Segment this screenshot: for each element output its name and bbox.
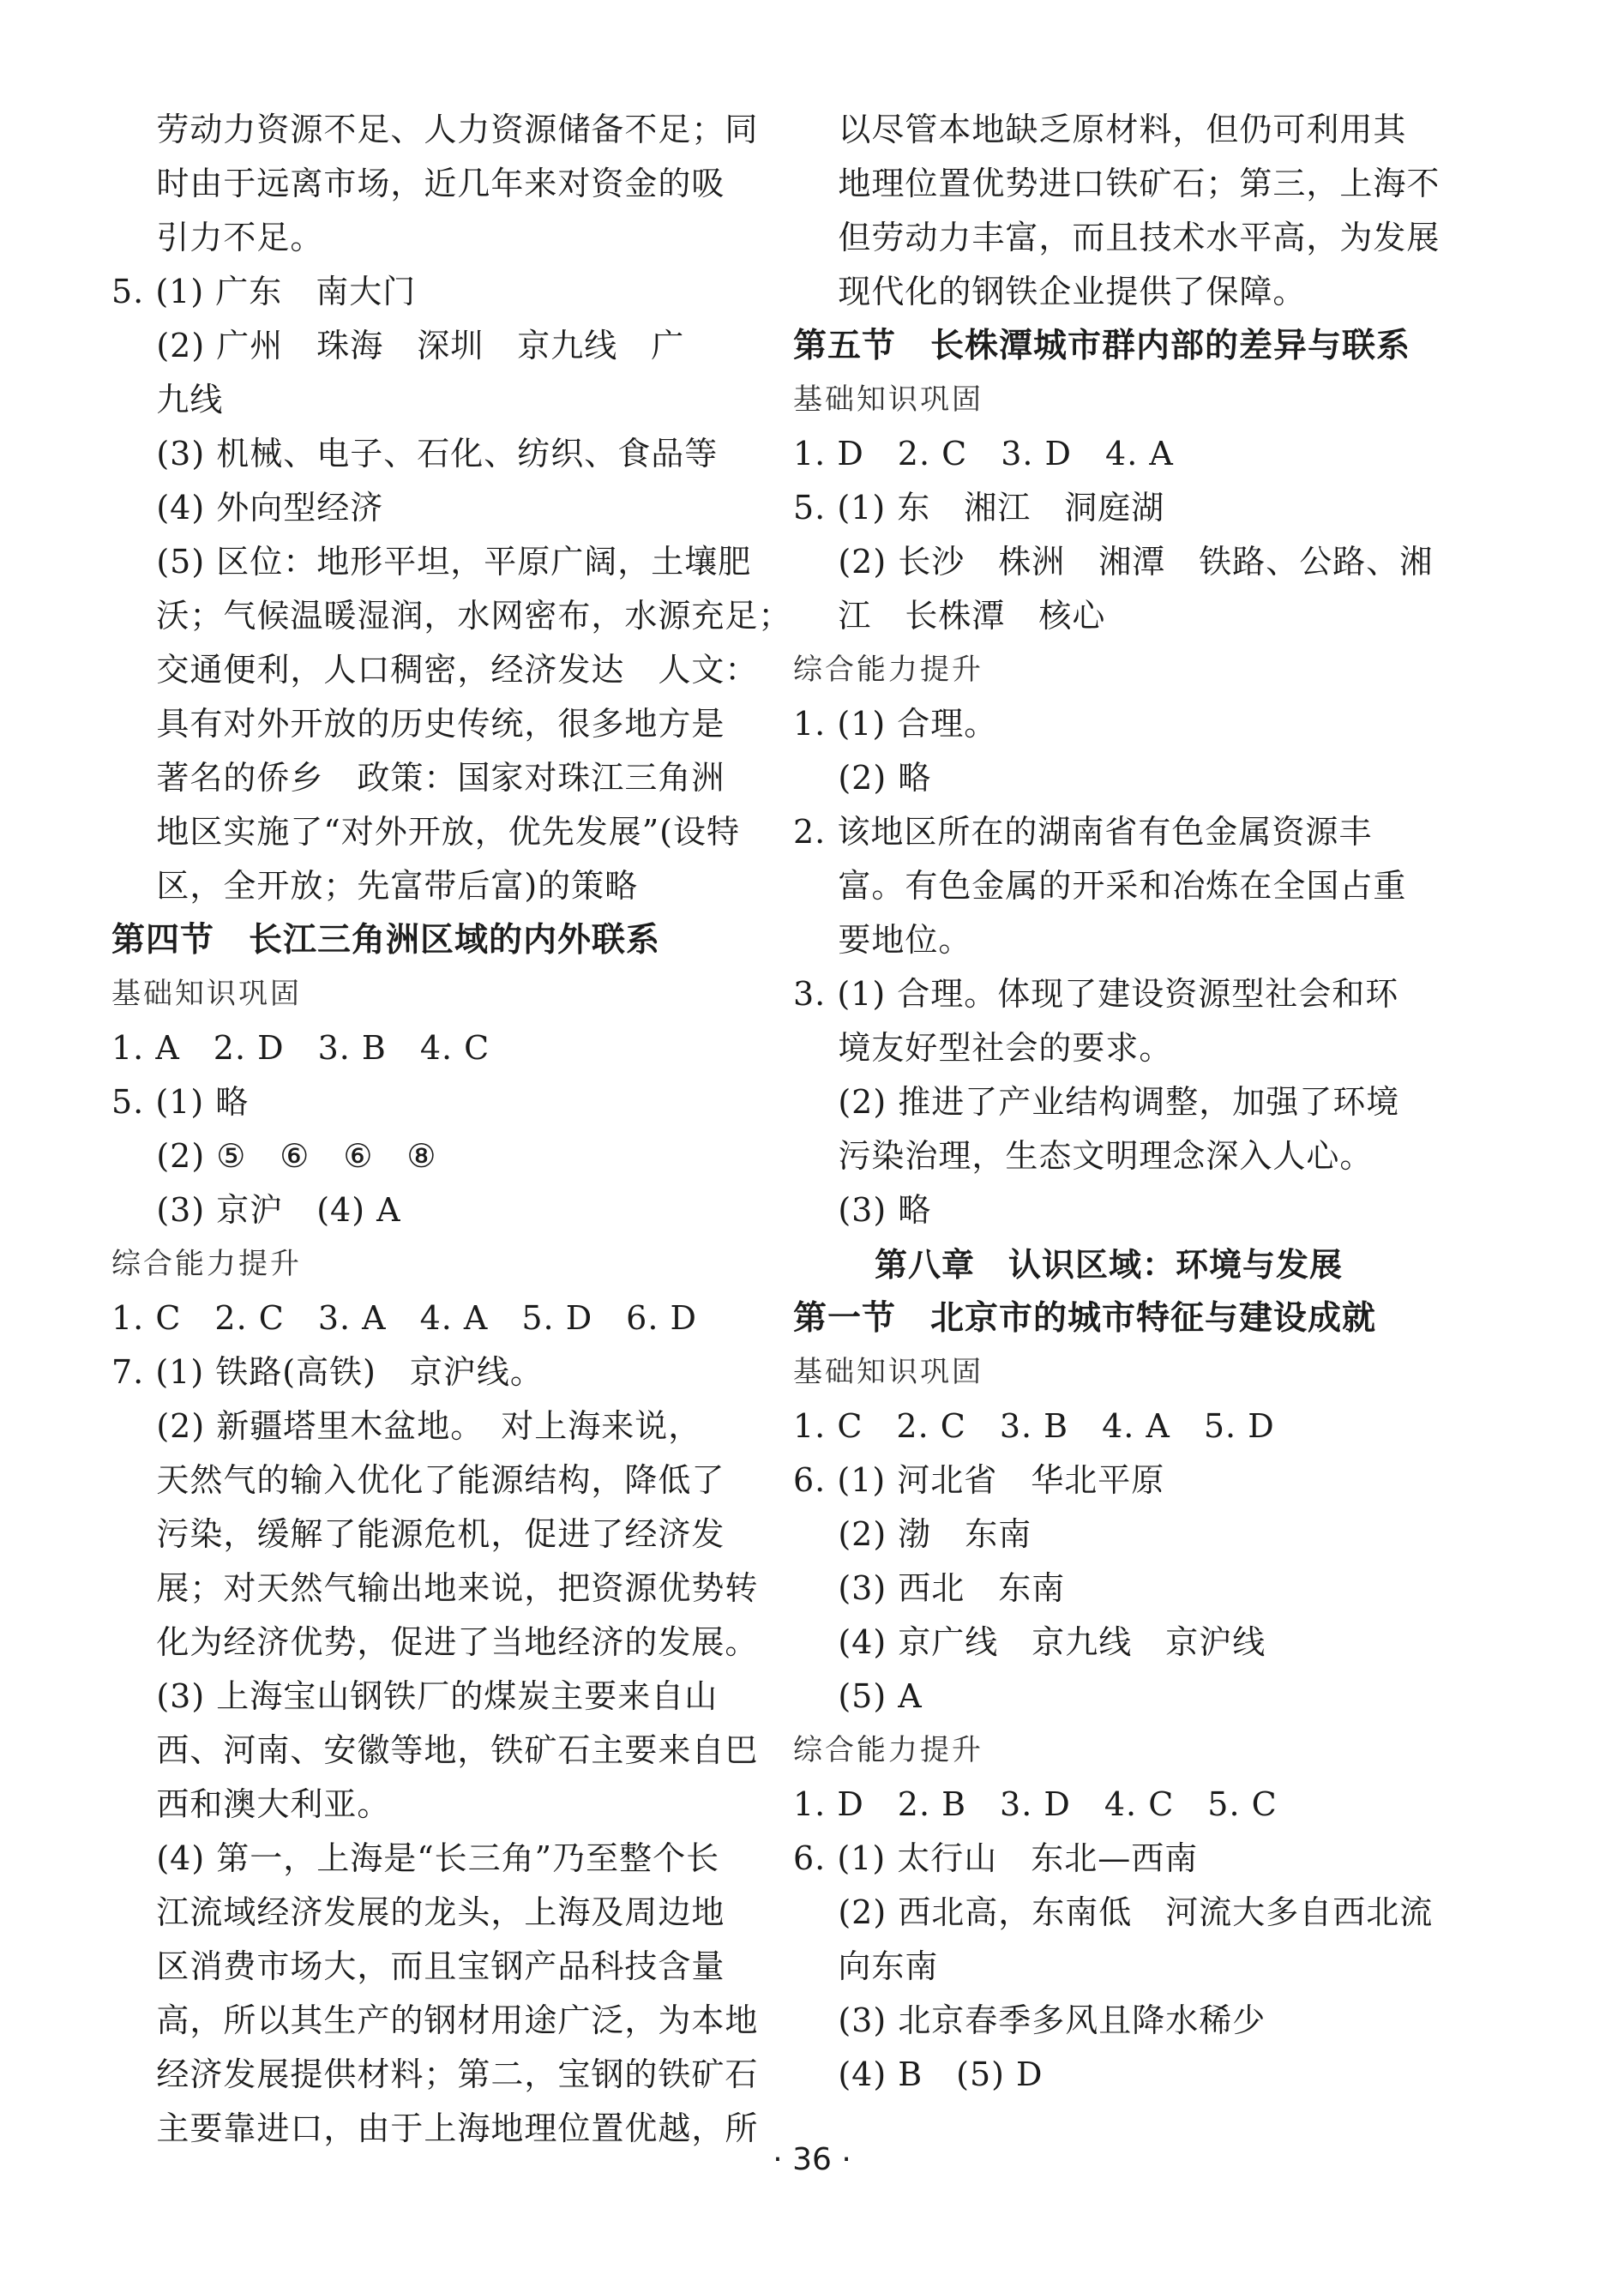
text-line: (4) 第一，上海是“长三角”乃至整个长 (111, 1839, 720, 1877)
subsection-label: 综合能力提升 (111, 1247, 302, 1281)
text-line: (2) 略 (793, 759, 932, 797)
text-line: 西、河南、安徽等地，铁矿石主要来自巴 (111, 1731, 759, 1769)
subsection-label: 综合能力提升 (793, 653, 983, 687)
text-line: 5. (1) 广东 南大门 (111, 273, 417, 310)
text-line: 境友好型社会的要求。 (793, 1029, 1173, 1067)
text-line: 天然气的输入优化了能源结构，降低了 (111, 1461, 725, 1499)
text-line: 富。有色金属的开采和冶炼在全国占重 (793, 867, 1407, 905)
chapter-title: 第八章 认识区域：环境与发展 (875, 1245, 1344, 1284)
section-heading: 第一节 北京市的城市特征与建设成就 (793, 1298, 1377, 1338)
section-heading: 第四节 长江三角洲区域的内外联系 (111, 920, 661, 960)
text-line: (2) 推进了产业结构调整，加强了环境 (793, 1083, 1400, 1121)
text-line: 1. A 2. D 3. B 4. C (111, 1029, 490, 1067)
text-line: 主要靠进口，由于上海地理位置优越，所 (111, 2109, 759, 2147)
text-line: 著名的侨乡 政策：国家对珠江三角洲 (111, 759, 725, 797)
text-line: 引力不足。 (111, 219, 324, 256)
section-heading: 第五节 长株潭城市群内部的差异与联系 (793, 326, 1411, 365)
text-line: (2) 新疆塔里木盆地。 对上海来说， (111, 1407, 702, 1445)
text-line: 5. (1) 东 湘江 洞庭湖 (793, 489, 1165, 527)
text-line: (2) 西北高，东南低 河流大多自西北流 (793, 1893, 1434, 1931)
text-line: (3) 略 (793, 1191, 932, 1229)
page-number: · 36 · (773, 2142, 851, 2177)
text-line: 1. D 2. C 3. D 4. A (793, 435, 1174, 472)
text-line: 沃；气候温暖湿润，水网密布，水源充足； (111, 597, 792, 635)
text-line: (2) 渤 东南 (793, 1515, 1032, 1553)
text-line: (3) 机械、电子、石化、纺织、食品等 (111, 435, 719, 472)
text-line: 2. 该地区所在的湖南省有色金属资源丰 (793, 813, 1373, 851)
text-line: 地区实施了“对外开放，优先发展”(设特 (111, 813, 740, 851)
text-line: 向东南 (793, 1947, 939, 1985)
text-line: 西和澳大利亚。 (111, 1785, 391, 1823)
text-line: 区消费市场大，而且宝钢产品科技含量 (111, 1947, 725, 1985)
text-line: 3. (1) 合理。体现了建设资源型社会和环 (793, 975, 1399, 1013)
text-line: 污染，缓解了能源危机，促进了经济发 (111, 1515, 725, 1553)
text-line: 污染治理，生态文明理念深入人心。 (793, 1137, 1374, 1175)
subsection-label: 基础知识巩固 (793, 382, 983, 417)
text-line: 交通便利，人口稠密，经济发达 人文： (111, 651, 759, 689)
text-line: 现代化的钢铁企业提供了保障。 (793, 273, 1307, 310)
text-line: (2) ⑤ ⑥ ⑥ ⑧ (111, 1137, 437, 1175)
text-line: 劳动力资源不足、人力资源储备不足；同 (111, 111, 759, 148)
text-line: (3) 北京春季多风且降水稀少 (793, 2001, 1266, 2039)
text-line: 高，所以其生产的钢材用途广泛，为本地 (111, 2001, 759, 2039)
text-line: (3) 京沪 (4) A (111, 1191, 401, 1229)
subsection-label: 基础知识巩固 (793, 1355, 983, 1389)
text-line: 展；对天然气输出地来说，把资源优势转 (111, 1569, 759, 1607)
text-line: 时由于远离市场，近几年来对资金的吸 (111, 165, 725, 202)
text-line: (3) 上海宝山钢铁厂的煤炭主要来自山 (111, 1677, 719, 1715)
text-line: 要地位。 (793, 921, 972, 959)
text-line: 6. (1) 太行山 东北—西南 (793, 1839, 1199, 1877)
text-line: 经济发展提供材料；第二，宝钢的铁矿石 (111, 2055, 759, 2093)
text-line: 区，全开放；先富带后富)的策略 (111, 867, 639, 905)
text-line: (5) A (793, 1677, 923, 1715)
text-line: 1. C 2. C 3. B 4. A 5. D (793, 1407, 1275, 1445)
text-line: 江 长株潭 核心 (793, 597, 1106, 635)
text-line: 6. (1) 河北省 华北平原 (793, 1461, 1165, 1499)
text-line: 江流域经济发展的龙头，上海及周边地 (111, 1893, 725, 1931)
text-line: (4) 外向型经济 (111, 489, 384, 527)
text-line: 以尽管本地缺乏原材料，但仍可利用其 (793, 111, 1407, 148)
text-line: (3) 西北 东南 (793, 1569, 1066, 1607)
right-column (793, 103, 1441, 2102)
text-line: 具有对外开放的历史传统，很多地方是 (111, 705, 725, 743)
text-line: (2) 广州 珠海 深圳 京九线 广 (111, 327, 685, 364)
text-line: (4) 京广线 京九线 京沪线 (793, 1623, 1266, 1661)
subsection-label: 基础知识巩固 (111, 977, 302, 1011)
text-line: (2) 长沙 株洲 湘潭 铁路、公路、湘 (793, 543, 1434, 581)
text-line: 但劳动力丰富，而且技术水平高，为发展 (793, 219, 1441, 256)
text-line: 5. (1) 略 (111, 1083, 250, 1121)
text-line: 九线 (111, 381, 224, 418)
text-line: (5) 区位：地形平坦，平原广阔，土壤肥 (111, 543, 752, 581)
text-line: 1. D 2. B 3. D 4. C 5. C (793, 1785, 1278, 1823)
text-line: 1. C 2. C 3. A 4. A 5. D 6. D (111, 1299, 697, 1337)
text-line: 地理位置优势进口铁矿石；第三，上海不 (793, 165, 1441, 202)
text-line: 化为经济优势，促进了当地经济的发展。 (111, 1623, 759, 1661)
text-line: 7. (1) 铁路(高铁) 京沪线。 (111, 1353, 544, 1391)
left-column (111, 103, 792, 2156)
subsection-label: 综合能力提升 (793, 1733, 983, 1767)
text-line: 1. (1) 合理。 (793, 705, 998, 743)
text-line: (4) B (5) D (793, 2055, 1044, 2093)
